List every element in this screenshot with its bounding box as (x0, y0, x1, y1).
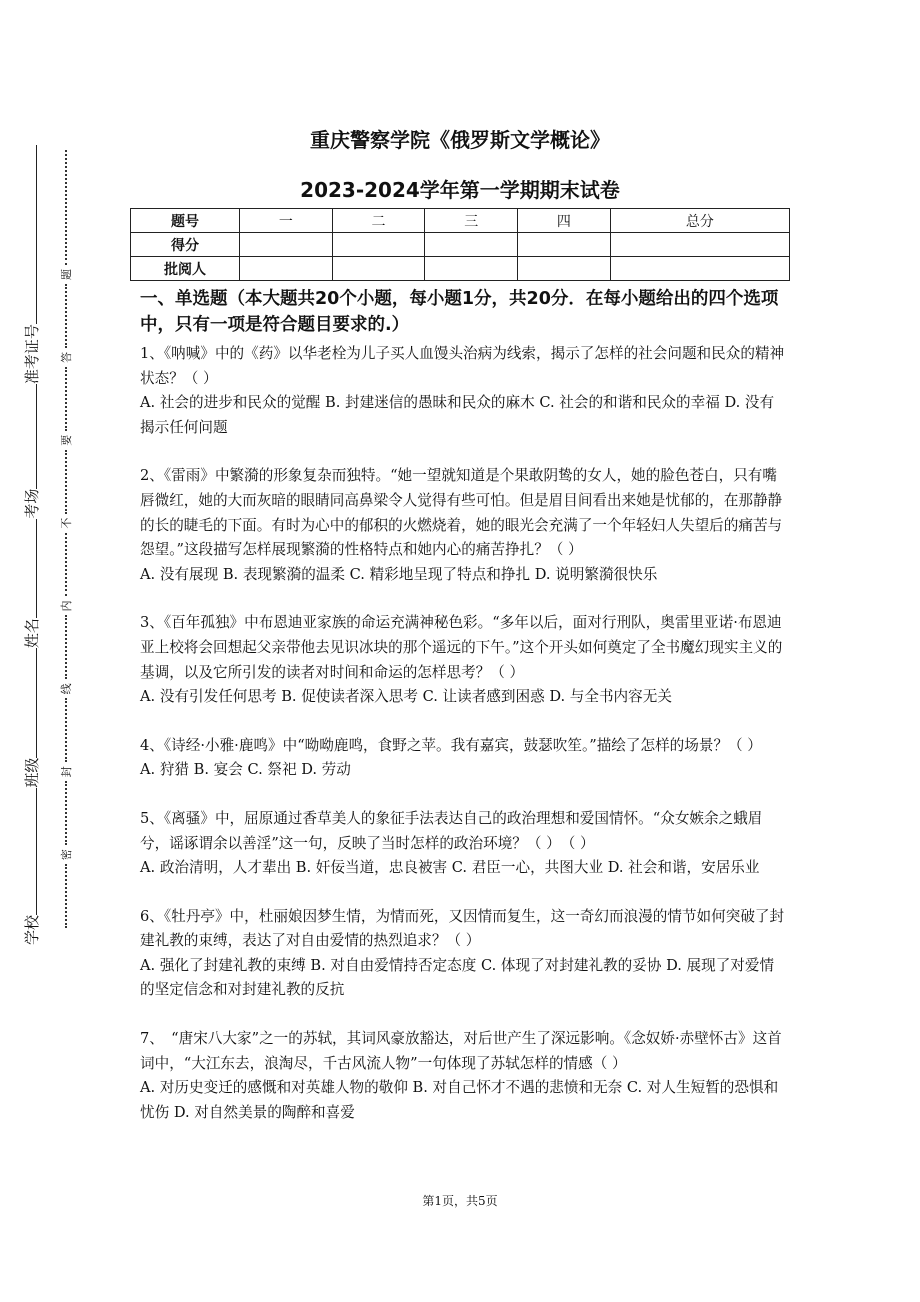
question-stem: 1、《呐喊》中的《药》以华老栓为儿子买人血馒头治病为线索，揭示了怎样的社会问题和民众的精神状态？（ ） (140, 345, 785, 387)
dotted-line (65, 781, 67, 845)
class-label: 班级 (22, 757, 41, 788)
seal-char: 答 (60, 351, 73, 363)
dotted-line (65, 367, 67, 431)
score-cell[interactable] (610, 233, 789, 257)
table-row (131, 233, 790, 257)
exam-content (140, 286, 788, 1149)
table-header-cell: 三 (425, 209, 518, 233)
score-cell[interactable] (332, 233, 425, 257)
name-field[interactable] (16, 519, 37, 619)
question (140, 611, 788, 709)
table-row (131, 257, 790, 281)
school-field[interactable] (16, 788, 37, 915)
grader-cell[interactable] (240, 257, 333, 281)
question-options: A. 强化了封建礼教的束缚 B. 对自由爱情持否定态度 C. 体现了对封建礼教的妥协 D. 展现了对爱情的坚定信念和对封建礼教的反抗 (140, 956, 775, 999)
seal-char: 封 (60, 766, 73, 778)
grader-cell[interactable] (518, 257, 611, 281)
question-stem: 7、 “唐宋八大家”之一的苏轼，其词风豪放豁达，对后世产生了深远影响。《念奴娇·赤壁怀古》这首词中，“大江东去，浪淘尽，千古风流人物”一句体现了苏轼怎样的情感（ ） (140, 1030, 782, 1072)
table-header-cell: 二 (332, 209, 425, 233)
table-header-row (131, 209, 790, 233)
score-table (130, 208, 790, 281)
question-options: A. 对历史变迁的感慨和对英雄人物的敬仰 B. 对自己怀才不遇的悲愤和无奈 C. 对人生短暂的恐惧和忧伤 D. 对自然美景的陶醉和喜爱 (140, 1079, 779, 1121)
grader-cell[interactable] (610, 257, 789, 281)
grader-cell[interactable] (332, 257, 425, 281)
section-heading: 一、单选题（本大题共20个小题，每小题1分，共20分．在每小题给出的四个选项中，只有一项是符合题目要求的.） (140, 289, 779, 335)
score-cell[interactable] (425, 233, 518, 257)
name-label: 姓名 (22, 618, 41, 649)
question-options: A. 没有引发任何思考 B. 促使读者深入思考 C. 让读者感到困惑 D. 与全书内容无关 (140, 688, 672, 706)
question-stem: 3、《百年孤独》中布恩迪亚家族的命运充满神秘色彩。“多年以后，面对行刑队，奥雷里亚诺·布恩迪亚上校将会回想起父亲带他去见识冰块的那个遥远的下午。”这个开头如何奠定了全书魔幻现实主义的基调，以及它所引发的读者对时间和命运的怎样思考？（ ） (140, 614, 783, 681)
dotted-line (65, 150, 67, 265)
question-options: A. 没有展现 B. 表现繁漪的温柔 C. 精彩地呈现了特点和挣扎 D. 说明繁漪很快乐 (140, 565, 658, 583)
dotted-line (65, 450, 67, 514)
question (140, 1027, 788, 1125)
seal-char: 题 (60, 269, 73, 280)
row-label: 得分 (131, 233, 240, 257)
exam-title: 重庆警察学院《俄罗斯文学概论》 (310, 128, 610, 152)
question-options: A. 政治清明，人才辈出 B. 奸佞当道，忠良被害 C. 君臣一心，共图大业 D. 社会和谐，安居乐业 (140, 859, 760, 877)
table-header-cell: 一 (240, 209, 333, 233)
grader-cell[interactable] (425, 257, 518, 281)
school-label: 学校 (22, 914, 41, 945)
question-stem: 5、《离骚》中，屈原通过香草美人的象征手法表达自己的政治理想和爱国情怀。“众女嫉余之蛾眉兮，谣诼谓余以善淫”这一句，反映了当时怎样的政治环境？（ ） （ ） (140, 809, 763, 852)
exam-room-field[interactable] (16, 384, 37, 488)
exam-room-label: 考场 (22, 488, 41, 519)
question-stem: 4、《诗经·小雅·鹿鸣》中“呦呦鹿鸣，食野之苹。我有嘉宾，鼓瑟吹笙。”描绘了怎样的场景？（ ） (140, 736, 762, 754)
seal-char: 密 (60, 849, 73, 861)
table-header-cell: 四 (518, 209, 611, 233)
question-stem: 2、《雷雨》中繁漪的形象复杂而独特。“她一望就知道是个果敢阴鸷的女人，她的脸色苍白，只有嘴唇微红，她的大而灰暗的眼睛同高鼻梁令人觉得有些可怕。但是眉目间看出来她是忧郁的，在那静静的长的睫毛的下面。有时为心中的郁积的火燃烧着，她的眼光会充满了一个年轻妇人失望后的痛苦与怨望。”这段描写怎样展现繁漪的性格特点和她内心的痛苦挣扎？（ ） (140, 467, 783, 559)
question-stem: 6、《牡丹亭》中，杜丽娘因梦生情，为情而死，又因情而复生，这一奇幻而浪漫的情节如何突破了封建礼教的束缚，表达了对自由爱情的热烈追求？（ ） (140, 907, 785, 950)
seal-line (58, 150, 74, 928)
seal-char: 要 (60, 434, 73, 446)
question (140, 807, 788, 881)
question-options: A. 狩猎 B. 宴会 C. 祭祀 D. 劳动 (140, 761, 351, 779)
question (140, 905, 788, 1003)
dotted-line (65, 284, 67, 348)
question-options: A. 社会的进步和民众的觉醒 B. 封建迷信的愚昧和民众的麻木 C. 社会的和谐和民众的幸福 D. 没有揭示任何问题 (140, 394, 775, 436)
table-header-cell: 题号 (131, 209, 240, 233)
dotted-line (65, 533, 67, 597)
table-header-cell: 总分 (610, 209, 789, 233)
class-field[interactable] (16, 648, 37, 757)
score-cell[interactable] (240, 233, 333, 257)
exam-subtitle: 2023-2024学年第一学期期末试卷 (300, 178, 620, 202)
question (140, 464, 788, 587)
dotted-line (65, 698, 67, 762)
seal-char: 不 (60, 517, 73, 529)
exam-id-field[interactable] (16, 145, 37, 324)
exam-id-label: 准考证号 (22, 324, 41, 385)
question (140, 342, 788, 440)
seal-char: 线 (60, 683, 73, 695)
page-number: 第1页，共5页 (422, 1194, 498, 1208)
score-cell[interactable] (518, 233, 611, 257)
binding-fields (16, 145, 46, 945)
dotted-line (65, 864, 67, 928)
dotted-line (65, 616, 67, 680)
row-label: 批阅人 (131, 257, 240, 281)
question (140, 734, 788, 783)
seal-char: 内 (60, 600, 73, 612)
